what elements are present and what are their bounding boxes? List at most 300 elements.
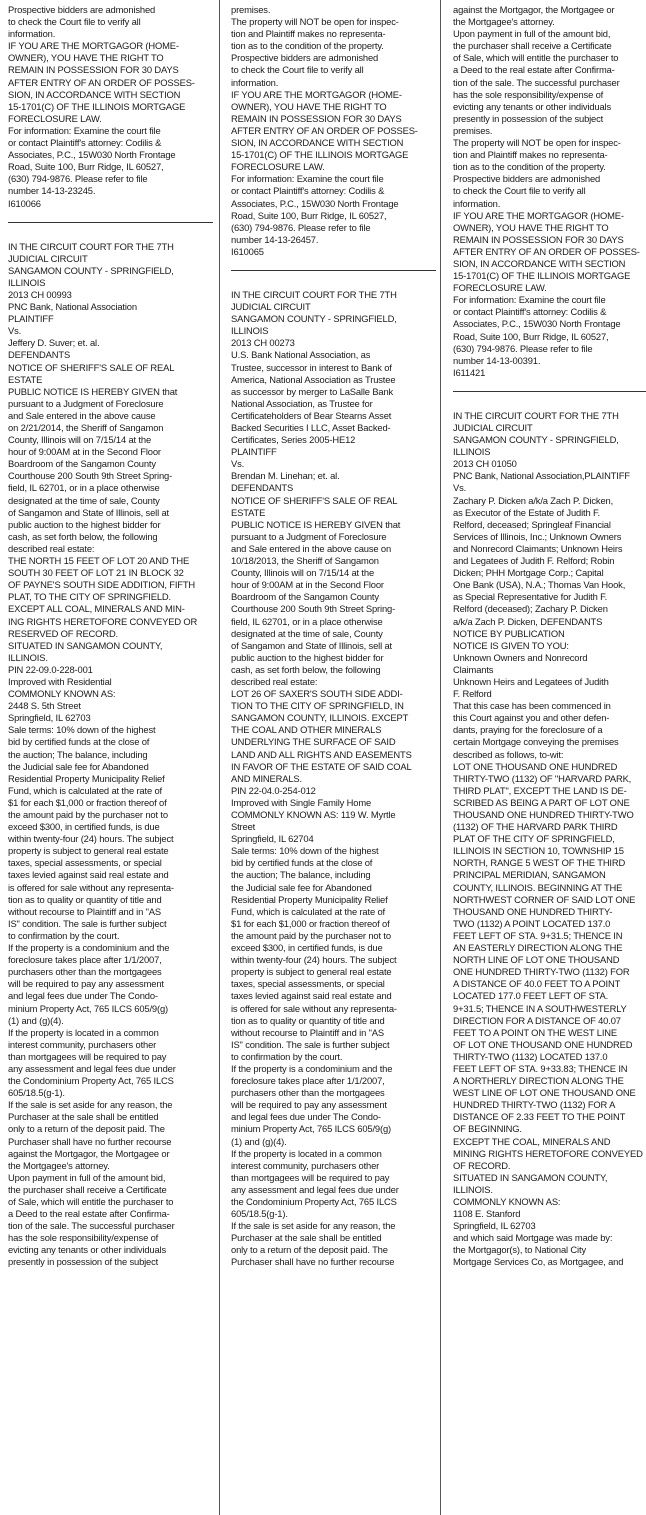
legal-notice (8, 241, 213, 1269)
notice-line: Courthouse 200 South 9th Street Spring- (8, 470, 173, 482)
notice-line: (1) and (g)(4). (8, 1014, 64, 1026)
notice-line: OF BEGINNING. (453, 1123, 522, 1135)
notice-line: F. Relford (453, 688, 492, 700)
notice-line: number 14-13-23245. (8, 185, 96, 197)
notice-line: AFTER ENTRY OF AN ORDER OF POSSES- (231, 124, 418, 136)
notice-line: only to a return of the deposit paid. The (8, 1123, 165, 1135)
notice-line: and legal fees due under The Condo- (231, 1111, 381, 1123)
notice-line: than mortgagees will be required to pay (231, 1171, 390, 1183)
notice-line: If the property is a condominium and the (231, 1062, 393, 1074)
notice-line: Zachary P. Dicken a/k/a Zach P. Dicken, (453, 494, 614, 506)
notice-line: of Sangamon and State of Illinois, sell at (8, 506, 169, 518)
notice-line: DEFENDANTS (8, 349, 71, 361)
notice-line: Street (231, 821, 256, 833)
notice-line: and Legatees of Judith F. Relford; Robin (453, 555, 615, 567)
notice-line: Road, Suite 100, Burr Ridge, IL 60527, (453, 330, 609, 342)
notice-line: information. (231, 76, 279, 88)
notice-line: Prospective bidders are admonished (231, 52, 379, 64)
notice-line: Fund, which is calculated at the rate of (8, 784, 162, 796)
notice-line: tion and Plaintiff makes no representa- (231, 28, 386, 40)
notice-line: FEET LEFT OF STA. 9+33.83; THENCE IN (453, 1062, 628, 1074)
notice-line: FEET TO A POINT ON THE WEST LINE (453, 1026, 617, 1038)
notice-line: IS" condition. The sale is further subject (231, 1038, 390, 1050)
notice-line: LAND AND ALL RIGHTS AND EASEMENTS (231, 748, 412, 760)
notice-line: NOTICE OF SHERIFF'S SALE OF REAL (231, 494, 398, 506)
notice-line: number 14-13-26457. (231, 233, 319, 245)
notice-line: (630) 794-9876. Please refer to file (231, 221, 371, 233)
notice-line: PRINCIPAL MERIDIAN, SANGAMON (453, 869, 606, 881)
notice-line: property is subject to general real estate (231, 966, 392, 978)
notice-line: public auction to the highest bidder for (231, 651, 384, 663)
notice-line: exceed $300, in certified funds, is due (8, 821, 160, 833)
notice-line: LOCATED 177.0 FEET LEFT OF STA. (453, 990, 609, 1002)
notice-line: presently in possession of the subject (8, 1256, 159, 1268)
notice-line: THOUSAND ONE HUNDRED THIRTY-TWO (453, 809, 634, 820)
notice-line: IN THE CIRCUIT COURT FOR THE 7TH (8, 240, 174, 252)
notice-line: is offered for sale without any representa- (8, 881, 174, 893)
legal-notice (231, 289, 436, 1269)
notice-line: exceed $300, in certified funds, is due (231, 942, 383, 954)
notice-line: 10/18/2013, the Sheriff of Sangamon (231, 555, 379, 567)
notice-line: 15-1701(C) OF THE ILLINOIS MORTGAGE (231, 149, 409, 161)
notice-line: to confirmation by the court. (8, 929, 120, 941)
notice-line: Associates, P.C., 15W030 North Frontage (231, 197, 399, 209)
notice-line: as Executor of the Estate of Judith F. (453, 506, 600, 518)
notice-line: will be required to pay any assessment (8, 978, 164, 990)
notice-line: The property will NOT be open for inspec- (231, 16, 399, 28)
notice-line: If the property is located in a common (231, 1147, 382, 1159)
notice-line: the purchaser shall receive a Certificate (453, 40, 612, 52)
notice-line: If the sale is set aside for any reason, the (8, 1099, 173, 1111)
notice-line: ILLINOIS. (453, 1183, 493, 1195)
column-divider (219, 0, 220, 1515)
notice-line: U.S. Bank National Association, as (231, 349, 371, 361)
notice-line: ING RIGHTS HERETOFORE CONVEYED OR (8, 615, 198, 627)
notice-line: NOTICE IS GIVEN TO YOU: (453, 639, 569, 651)
notice-line: as successor by merger to LaSalle Bank (231, 385, 394, 397)
notice-line: Purchaser shall have no further recourse (8, 1135, 172, 1147)
notice-line: (1132) OF THE HARVARD PARK THIRD (453, 821, 618, 833)
notice-line: NORTH, RANGE 5 WEST OF THE THIRD (453, 857, 626, 869)
notice-line: Certificates, Series 2005-HE12 (231, 434, 356, 446)
notice-line: described real estate: (8, 542, 95, 554)
notice-line: THIRD PLAT", EXCEPT THE LAND IS DE- (453, 784, 627, 796)
notice-line: PUBLIC NOTICE IS HEREBY GIVEN that (231, 518, 401, 530)
notice-line: field, IL 62701, or in a place otherwise (8, 482, 160, 494)
notice-line: DISTANCE OF 2.33 FEET TO THE POINT (453, 1111, 626, 1123)
notice-line: 605/18.5(g-1). (231, 1208, 288, 1220)
notice-line: Fund, which is calculated at the rate of (231, 905, 385, 917)
notice-line: TION TO THE CITY OF SPRINGFIELD, IN (231, 700, 404, 712)
notice-line: Brendan M. Linehan; et. al. (231, 470, 340, 482)
notice-line: this Court against you and other defen- (453, 712, 610, 724)
notice-line: OF LOT ONE THOUSAND ONE HUNDRED (453, 1038, 633, 1050)
notice-line: or contact Plaintiff's attorney: Codilis & (453, 306, 607, 318)
legal-notice (453, 410, 646, 1269)
notice-line: SOUTH 30 FEET OF LOT 21 IN BLOCK 32 (8, 567, 184, 579)
notice-line: AFTER ENTRY OF AN ORDER OF POSSES- (8, 76, 195, 88)
notice-line: against the Mortgagor, the Mortgagee or (453, 4, 615, 15)
notice-line: RESERVED OF RECORD. (8, 627, 119, 639)
notice-line: ONE HUNDRED THIRTY-TWO (1132) FOR (453, 966, 630, 978)
notice-line: DEFENDANTS (231, 482, 294, 494)
notice-line: (630) 794-9876. Please refer to file (8, 173, 148, 185)
notice-line: OWNER), YOU HAVE THE RIGHT TO (231, 100, 387, 112)
notice-line: taxes levied against said real estate and (231, 990, 392, 1002)
notice-line: tion of the sale. The successful purchaser (453, 76, 620, 88)
notice-line: purchasers other than the mortgagees (231, 1087, 385, 1099)
notice-line: If the property is located in a common (8, 1026, 159, 1038)
notice-line: That this case has been commenced in (453, 700, 611, 712)
notice-line: property is subject to general real estate (8, 845, 169, 857)
notice-line: IN THE CIRCUIT COURT FOR THE 7TH (231, 288, 397, 300)
notice-line: Associates, P.C., 15W030 North Frontage (453, 318, 621, 330)
notice-line: National Association, as Trustee for (231, 397, 373, 409)
notice-line: SION, IN ACCORDANCE WITH SECTION (453, 257, 626, 269)
notice-line: and legal fees due under The Condo- (8, 990, 158, 1002)
notice-line: tion as to the condition of the property. (453, 161, 606, 173)
notice-line: COMMONLY KNOWN AS: (453, 1196, 561, 1207)
notice-line: 605/18.5(g-1). (8, 1087, 65, 1099)
notice-line: JUDICIAL CIRCUIT (453, 422, 533, 433)
notice-line: FORECLOSURE LAW. (8, 112, 102, 124)
notice-line: IF YOU ARE THE MORTGAGOR (HOME- (453, 209, 624, 221)
notice-line: Boardroom of the Sangamon County (8, 458, 156, 470)
notice-line: THE NORTH 15 FEET OF LOT 20 AND THE (8, 555, 190, 567)
notice-line: If the sale is set aside for any reason, the (231, 1220, 396, 1232)
notice-line: bid by certified funds at the close of (8, 736, 150, 748)
column-1 (8, 4, 213, 1269)
notice-line: Services of Illinois, Inc.; Unknown Owners (453, 530, 622, 542)
notice-line: SION, IN ACCORDANCE WITH SECTION (8, 88, 181, 100)
notice-line: JUDICIAL CIRCUIT (231, 301, 311, 313)
notice-line: For information: Examine the court file (8, 124, 161, 136)
notice-line: purchasers other than the mortgagees (8, 966, 162, 978)
notice-line: premises. (231, 4, 271, 15)
notice-line: certain Mortgage conveying the premises (453, 736, 619, 748)
notice-line: cash, as set forth below, the following (8, 530, 158, 542)
notice-line: Courthouse 200 South 9th Street Spring- (231, 603, 396, 615)
notice-line: A NORTHERLY DIRECTION ALONG THE (453, 1075, 624, 1087)
notice-line: to check the Court file to verify all (8, 16, 141, 28)
notice-line: any assessment and legal fees due under (231, 1183, 399, 1195)
notice-line: 2013 CH 00273 (231, 337, 295, 349)
notice-line: minium Property Act, 765 ILCS 605/9(g) (8, 1002, 169, 1014)
notice-line: NOTICE BY PUBLICATION (453, 627, 565, 639)
notice-line: will be required to pay any assessment (231, 1099, 387, 1111)
notice-line: County, Illinois will on 7/15/14 at the (231, 567, 375, 579)
notice-line: TWO (1132) A POINT LOCATED 137.0 (453, 917, 611, 929)
notice-line: number 14-13-00391. (453, 354, 541, 366)
notice-line: PUBLIC NOTICE IS HEREBY GIVEN that (8, 385, 178, 397)
notice-line: information. (8, 28, 56, 40)
notice-line: Jeffery D. Suver; et. al. (8, 337, 100, 349)
notice-line: For information: Examine the court file (231, 173, 384, 185)
notice-line: as Special Representative for Judith F. (453, 591, 608, 603)
notice-line: Trustee, successor in interest to Bank of (231, 361, 392, 373)
notice-line: REMAIN IN POSSESSION FOR 30 DAYS (453, 233, 624, 245)
notice-line: JUDICIAL CIRCUIT (8, 252, 88, 264)
notice-line: SANGAMON COUNTY - SPRINGFIELD, (453, 434, 619, 446)
notice-line: the amount paid by the purchaser not to (8, 809, 168, 820)
notice-line: on 2/21/2014, the Sheriff of Sangamon (8, 422, 164, 433)
notice-line: 9+31.5; THENCE IN A SOUTHWESTERLY (453, 1002, 627, 1014)
notice-line: within twenty-four (24) hours. The subject (8, 833, 174, 845)
notice-line: Dicken; PHH Mortgage Corp.; Capital (453, 567, 604, 579)
notice-line: Springfield, IL 62703 (453, 1220, 536, 1232)
notice-line: the Judicial sale fee for Abandoned (8, 760, 149, 772)
notice-line: tion as to quality or quantity of title and (231, 1014, 385, 1026)
notice-line: the purchaser shall receive a Certificate (8, 1183, 167, 1195)
notice-line: designated at the time of sale, County (8, 494, 160, 506)
column-3 (453, 4, 646, 1269)
notice-line: of Sangamon and State of Illinois, sell at (231, 639, 392, 651)
notice-line: WEST LINE OF LOT ONE THOUSAND ONE (453, 1087, 636, 1099)
notice-line: field, IL 62701, or in a place otherwise (231, 615, 383, 627)
notice-line: to check the Court file to verify all (453, 185, 586, 197)
notice-line: FORECLOSURE LAW. (453, 282, 547, 294)
notice-line: 1108 E. Stanford (453, 1208, 521, 1220)
notice-line: Purchaser shall have no further recourse (231, 1256, 395, 1268)
notice-line: hour of 9:00AM at in the Second Floor (8, 446, 161, 458)
notice-line: (630) 794-9876. Please refer to file (453, 342, 593, 354)
notice-line: HUNDRED THIRTY-TWO (1132) FOR A (453, 1099, 616, 1111)
notice-line: THOUSAND ONE HUNDRED THIRTY- (453, 905, 613, 917)
notice-line: evicting any tenants or other individuals (8, 1244, 167, 1256)
notice-line: Improved with Single Family Home (231, 796, 372, 808)
notice-line: without recourse to Plaintiff and in "AS (231, 1026, 384, 1038)
notice-line: Prospective bidders are admonished (453, 173, 601, 185)
notice-line: foreclosure takes place after 1/1/2007, (8, 954, 162, 966)
notice-line: pursuant to a Judgment of Foreclosure (8, 397, 164, 409)
notice-line: REMAIN IN POSSESSION FOR 30 DAYS (8, 64, 179, 76)
notice-line: presently in possession of the subject (453, 112, 604, 124)
notice-line: ILLINOIS (231, 325, 269, 337)
notice-line: NORTH LINE OF LOT ONE THOUSAND (453, 954, 620, 966)
notice-line: The property will NOT be open for inspec- (453, 137, 621, 149)
notice-line: Residential Property Municipality Relief (231, 893, 388, 905)
notice-line: without recourse to Plaintiff and in "AS (8, 905, 161, 917)
notice-line: taxes levied against said real estate and (8, 869, 169, 881)
notice-line: the Mortgagor(s), to National City (453, 1244, 586, 1256)
notice-line: SION, IN ACCORDANCE WITH SECTION (231, 137, 404, 149)
legal-notice (231, 4, 436, 258)
notice-line: and Sale entered in the above cause on (231, 542, 392, 554)
notice-line: or contact Plaintiff's attorney: Codilis & (231, 185, 385, 197)
notice-line: Claimants (453, 663, 494, 675)
notice-line: A DISTANCE OF 40.0 FEET TO A POINT (453, 978, 621, 990)
notice-line: to check the Court file to verify all (231, 64, 364, 76)
notice-line: Springfield, IL 62703 (8, 712, 91, 724)
notice-line: AFTER ENTRY OF AN ORDER OF POSSES- (453, 245, 640, 257)
notice-line: Mortgage Services Co, as Mortgagee, and (453, 1256, 624, 1268)
notice-line: Unknown Heirs and Legatees of Judith (453, 675, 609, 687)
column-2 (231, 4, 436, 1269)
notice-line: ILLINOIS IN SECTION 10, TOWNSHIP 15 (453, 845, 624, 857)
notice-line: the auction; The balance, including (231, 869, 371, 881)
notice-line: PLAT, TO THE CITY OF SPRINGFIELD. (8, 591, 171, 603)
notice-line: IN THE CIRCUIT COURT FOR THE 7TH (453, 409, 619, 421)
notice-line: the Mortgagee's attorney. (8, 1159, 110, 1171)
notice-line: If the property is a condominium and the (8, 942, 170, 954)
notice-line: 15-1701(C) OF THE ILLINOIS MORTGAGE (8, 100, 186, 112)
notice-line: evicting any tenants or other individuals (453, 100, 612, 112)
legal-notice (8, 4, 213, 210)
notice-line: IF YOU ARE THE MORTGAGOR (HOME- (231, 88, 402, 100)
notice-line: America, National Association as Trustee (231, 373, 396, 385)
notice-line: Road, Suite 100, Burr Ridge, IL 60527, (231, 209, 387, 221)
notice-line: and Nonrecord Claimants; Unknown Heirs (453, 542, 623, 554)
notice-line: taxes, special assessments, or special (8, 857, 162, 869)
notice-line: 2013 CH 01050 (453, 458, 517, 470)
notice-line: Certificateholders of Bear Stearns Asset (231, 409, 392, 421)
notice-separator (231, 270, 436, 271)
notice-line: THIRTY-TWO (1132) OF "HARVARD PARK, (453, 772, 632, 784)
notice-line: Relford (deceased); Zachary P. Dicken (453, 603, 608, 615)
notice-line: Sale terms: 10% down of the highest (231, 845, 379, 857)
notice-line: than mortgagees will be required to pay (8, 1050, 167, 1062)
notice-line: NOTICE OF SHERIFF'S SALE OF REAL (8, 361, 175, 373)
notice-line: ESTATE (8, 373, 43, 385)
notice-line: within twenty-four (24) hours. The subject (231, 954, 397, 966)
notice-line: OWNER), YOU HAVE THE RIGHT TO (453, 221, 609, 233)
notice-line: REMAIN IN POSSESSION FOR 30 DAYS (231, 112, 402, 124)
notice-line: LOT 26 OF SAXER'S SOUTH SIDE ADDI- (231, 688, 403, 700)
notice-line: THIRTY-TWO (1132) LOCATED 137.0 (453, 1050, 608, 1062)
notice-line: ESTATE (231, 506, 266, 518)
notice-line: SITUATED IN SANGAMON COUNTY, (8, 639, 163, 651)
notice-line: ILLINOIS (8, 276, 46, 288)
notice-line: $1 for each $1,000 or fraction thereof of (231, 917, 390, 929)
notice-line: tion as to the condition of the property. (231, 40, 384, 52)
notice-line: tion as to quality or quantity of title and (8, 893, 162, 905)
notice-line: PNC Bank, National Association (8, 301, 137, 313)
notice-line: has the sole responsibility/expense of (8, 1232, 159, 1244)
notice-line: Purchaser at the sale shall be entitled (231, 1232, 382, 1244)
notice-line: ILLINOIS (453, 446, 491, 458)
notice-line: a/k/a Zach P. Dicken, DEFENDANTS (453, 615, 603, 627)
notice-line: Road, Suite 100, Burr Ridge, IL 60527, (8, 161, 164, 173)
notice-line: and which said Mortgage was made by: (453, 1232, 613, 1244)
notice-line: For information: Examine the court file (453, 294, 606, 306)
notice-line: PIN 22-04.0-254-012 (231, 784, 316, 796)
notice-line: OF PAYNE'S SOUTH SIDE ADDITION, FIFTH (8, 579, 196, 591)
notice-line: I610065 (231, 245, 264, 257)
column-divider (440, 0, 441, 1515)
notice-line: of Sale, which will entitle the purchaser to (453, 52, 619, 64)
notice-line: IF YOU ARE THE MORTGAGOR (HOME- (8, 40, 179, 52)
notice-line: foreclosure takes place after 1/1/2007, (231, 1075, 385, 1087)
notice-line: One Bank (USA), N.A.; Thomas Van Hook, (453, 579, 626, 591)
notice-line: THE COAL AND OTHER MINERALS (231, 724, 382, 736)
notice-line: I610066 (8, 197, 41, 209)
notice-line: against the Mortgagor, the Mortgagee or (8, 1147, 170, 1159)
notice-line: or contact Plaintiff's attorney: Codilis & (8, 137, 162, 149)
notice-line: Upon payment in full of the amount bid, (8, 1171, 166, 1183)
notice-line: to confirmation by the court. (231, 1050, 343, 1062)
notice-line: Relford, deceased; Springleaf Financial (453, 518, 611, 530)
notice-line: SANGAMON COUNTY, ILLINOIS. EXCEPT (231, 712, 409, 724)
notice-line: $1 for each $1,000 or fraction thereof of (8, 796, 167, 808)
notice-line: Improved with Residential (8, 675, 112, 687)
notice-line: 15-1701(C) OF THE ILLINOIS MORTGAGE (453, 270, 631, 282)
notice-line: EXCEPT THE COAL, MINERALS AND (453, 1135, 611, 1147)
notice-line: Prospective bidders are admonished (8, 4, 156, 15)
notice-line: any assessment and legal fees due under (8, 1062, 176, 1074)
notice-line: Backed Securities I LLC, Asset Backed- (231, 422, 391, 433)
notice-line: the Judicial sale fee for Abandoned (231, 881, 372, 893)
notice-line: a Deed to the real estate after Confirma- (8, 1208, 170, 1220)
notice-line: described as follows, to-wit: (453, 748, 564, 760)
notice-line: interest community, purchasers other (8, 1038, 157, 1050)
notice-line: the auction; The balance, including (8, 748, 148, 760)
notice-line: premises. (453, 124, 493, 136)
notice-line: Vs. (453, 482, 467, 494)
notice-line: is offered for sale without any representa- (231, 1002, 397, 1014)
notice-line: FEET LEFT OF STA. 9+31.5; THENCE IN (453, 929, 623, 941)
notice-line: the amount paid by the purchaser not to (231, 929, 391, 941)
notice-line: the Mortgagee's attorney. (453, 16, 555, 28)
notice-line: OF RECORD. (453, 1159, 511, 1171)
notice-line: 2013 CH 00993 (8, 288, 72, 300)
notice-line: COMMONLY KNOWN AS: (8, 688, 116, 700)
notice-line: SANGAMON COUNTY - SPRINGFIELD, (231, 313, 397, 325)
notice-line: I611421 (453, 366, 486, 378)
notice-line: ILLINOIS. (8, 651, 48, 663)
notice-separator (8, 222, 213, 223)
notice-line: PIN 22-09.0-228-001 (8, 663, 93, 675)
notice-line: SITUATED IN SANGAMON COUNTY, (453, 1171, 608, 1183)
notice-line: AN EASTERLY DIRECTION ALONG THE (453, 942, 623, 954)
notice-line: PLAINTIFF (231, 446, 277, 458)
notice-line: the Condominium Property Act, 765 ILCS (8, 1075, 174, 1087)
notice-line: Sale terms: 10% down of the highest (8, 724, 156, 736)
notice-line: Boardroom of the Sangamon County (231, 591, 379, 603)
notice-line: MINING RIGHTS HERETOFORE CONVEYED (453, 1147, 643, 1159)
notice-line: a Deed to the real estate after Confirma- (453, 64, 615, 76)
notice-line: Springfield, IL 62704 (231, 833, 314, 845)
notice-line: cash, as set forth below, the following (231, 663, 381, 675)
notice-line: the Condominium Property Act, 765 ILCS (231, 1196, 397, 1207)
notice-line: AND MINERALS. (231, 772, 302, 784)
notice-line: tion of the sale. The successful purchaser (8, 1220, 175, 1232)
notice-line: hour of 9:00AM at in the Second Floor (231, 579, 384, 591)
notice-line: IS" condition. The sale is further subject (8, 917, 167, 929)
notice-line: Upon payment in full of the amount bid, (453, 28, 611, 40)
notice-line: FORECLOSURE LAW. (231, 161, 325, 173)
notice-line: OWNER), YOU HAVE THE RIGHT TO (8, 52, 164, 64)
notice-line: PNC Bank, National Association,PLAINTIFF (453, 470, 630, 482)
notice-line: of Sale, which will entitle the purchaser to (8, 1196, 174, 1207)
notice-line: IN FAVOR OF THE ESTATE OF SAID COAL (231, 760, 412, 772)
notice-line: (1) and (g)(4). (231, 1135, 287, 1147)
notice-line: LOT ONE THOUSAND ONE HUNDRED (453, 760, 618, 772)
notice-line: public auction to the highest bidder for (8, 518, 161, 530)
notice-line: COUNTY, ILLINOIS. BEGINNING AT THE (453, 881, 623, 893)
notice-line: PLAT OF THE CITY OF SPRINGFIELD, (453, 833, 615, 845)
notice-line: 2448 S. 5th Street (8, 700, 81, 712)
notice-line: Vs. (231, 458, 245, 470)
notice-line: Purchaser at the sale shall be entitled (8, 1111, 159, 1123)
notice-line: Unknown Owners and Nonrecord (453, 651, 588, 663)
notice-line: DIRECTION FOR A DISTANCE OF 40.07 (453, 1014, 621, 1026)
notice-line: designated at the time of sale, County (231, 627, 383, 639)
notice-line: only to a return of the deposit paid. The (231, 1244, 388, 1256)
notice-line: dants, praying for the foreclosure of a (453, 724, 603, 736)
notice-line: taxes, special assessments, or special (231, 978, 385, 990)
notice-line: EXCEPT ALL COAL, MINERALS AND MIN- (8, 603, 185, 615)
notice-separator (453, 391, 646, 392)
